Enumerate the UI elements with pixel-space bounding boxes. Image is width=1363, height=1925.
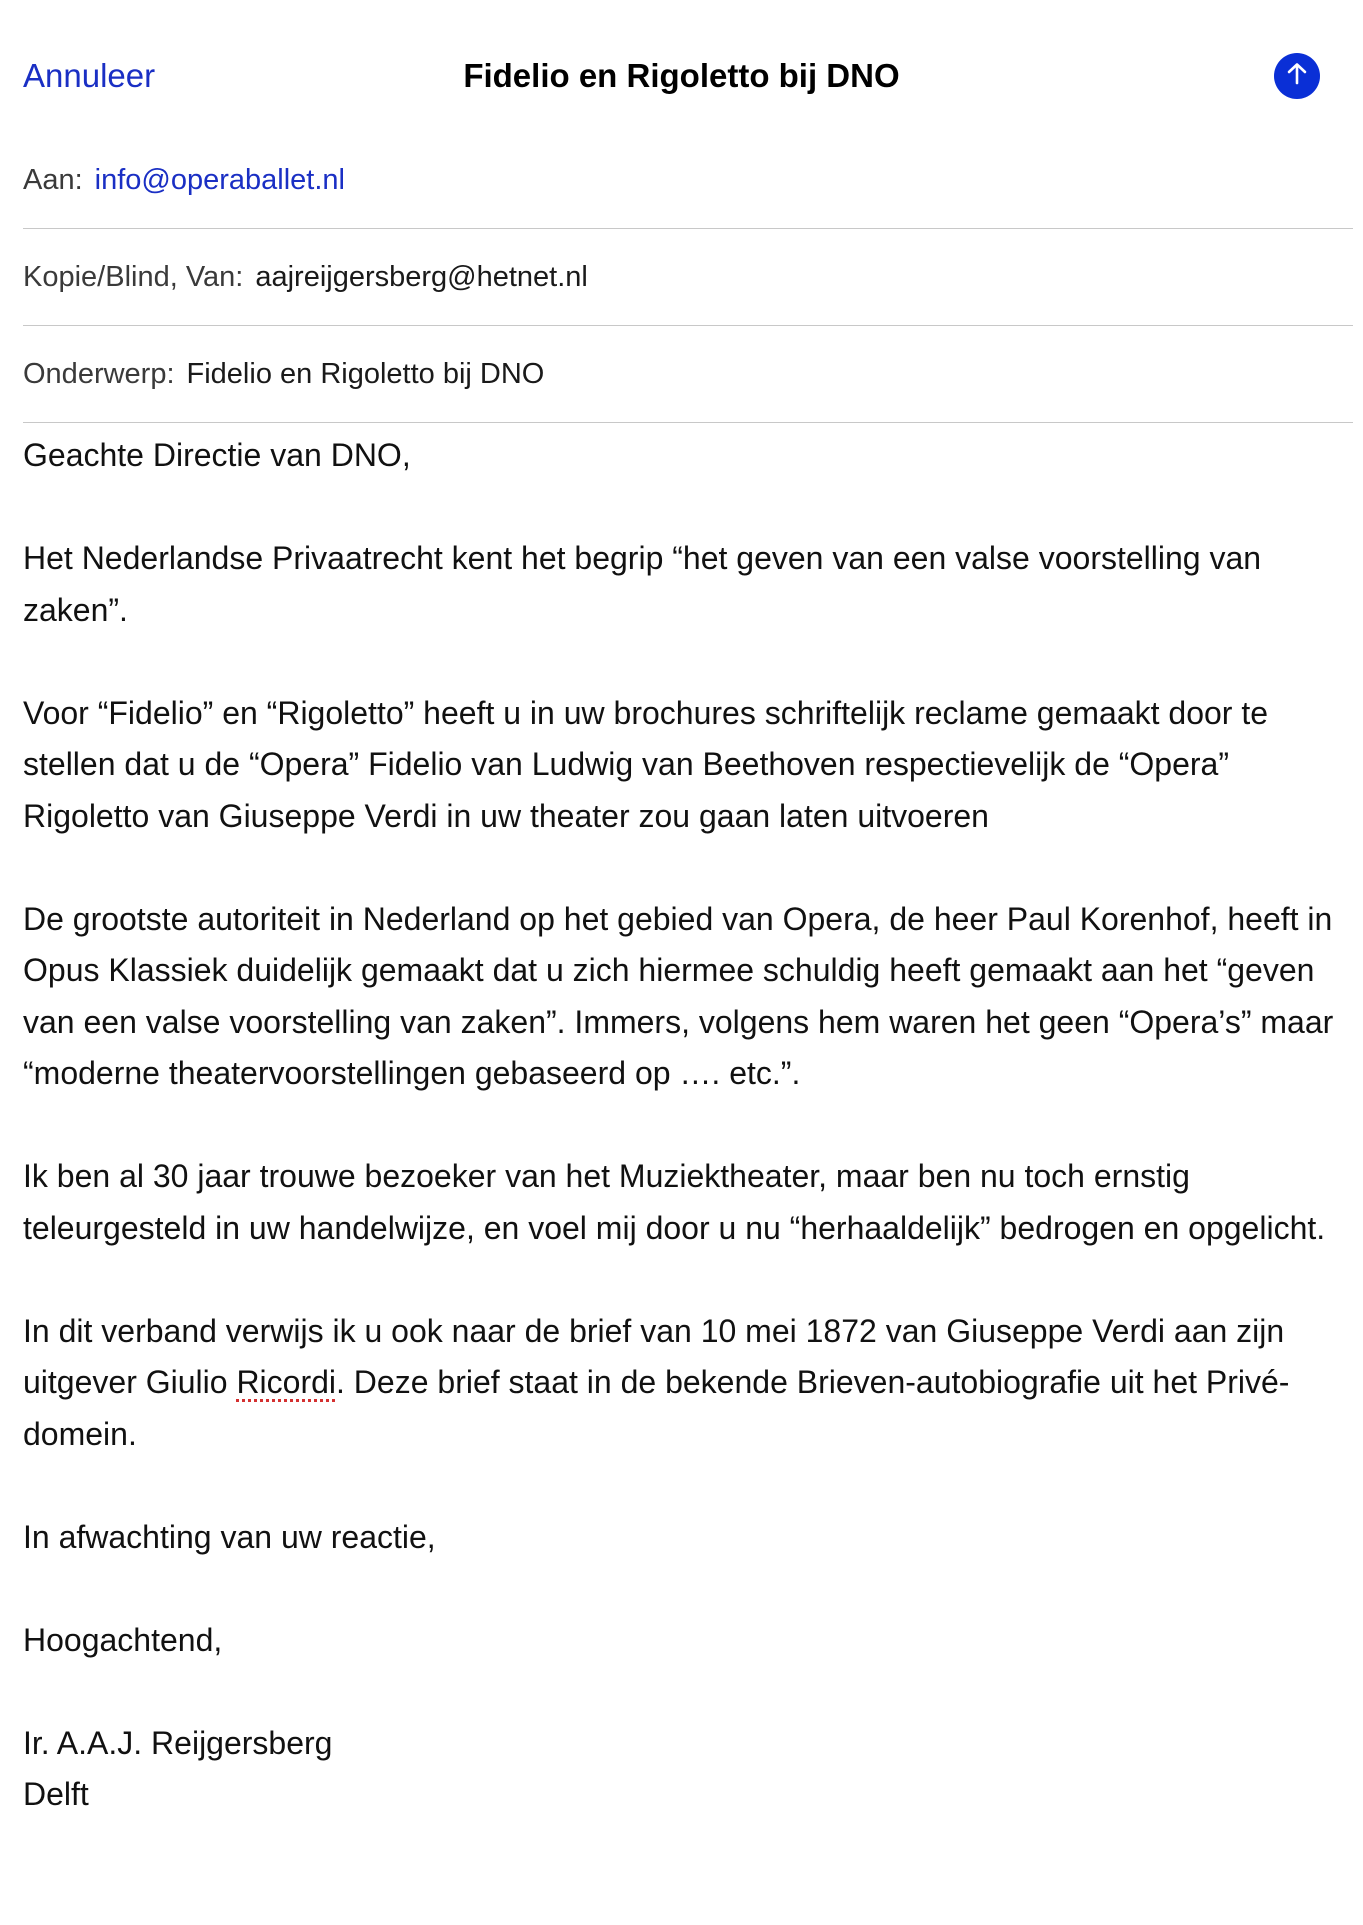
to-recipient[interactable]: info@operaballet.nl	[94, 163, 345, 196]
arrow-up-icon	[1284, 61, 1310, 92]
compose-header	[0, 0, 1363, 150]
paragraph-5-end: . Deze brief staat in de bekende Brieven-autobiografie uit het Privé-domein.	[23, 1364, 1290, 1452]
cc-bcc-from-label: Kopie/Blind, Van:	[23, 260, 244, 293]
signature-name: Ir. A.A.J. Reijgersberg	[23, 1724, 333, 1761]
subject-input[interactable]: Fidelio en Rigoletto bij DNO	[186, 357, 545, 390]
send-button[interactable]	[1274, 53, 1320, 99]
subject-label: Onderwerp:	[23, 357, 175, 390]
cancel-button[interactable]: Annuleer	[23, 57, 156, 94]
misspelled-word[interactable]: Ricordi	[236, 1364, 337, 1400]
subject-field[interactable]	[23, 326, 1353, 423]
paragraph-3: De grootste autoriteit in Nederland op het gebied van Opera, de heer Paul Korenhof, heeft in Opus Klassiek duidelijk gemaakt dat u zich hiermee schuldig heeft gemaakt aan het “geven van een valse voorstelling van zaken”. Immers, volgens hem waren het geen “Opera’s” maar “moderne theatervoorstellingen gebaseerd op …. etc.”.	[23, 900, 1334, 1091]
from-address[interactable]: aajreijgersberg@hetnet.nl	[255, 260, 588, 293]
to-field[interactable]	[23, 132, 1353, 229]
closing-line: In afwachting van uw reactie,	[23, 1518, 436, 1555]
paragraph-5-start: In dit verband verwijs ik u ook naar de brief van 10 mei 1872 van Giuseppe Verdi aan zijn uitgever Giulio	[23, 1312, 1285, 1400]
greeting: Geachte Directie van DNO,	[23, 437, 411, 473]
compose-title: Fidelio en Rigoletto bij DNO	[463, 57, 900, 94]
to-label: Aan:	[23, 163, 83, 196]
paragraph-4: Ik ben al 30 jaar trouwe bezoeker van het Muziektheater, maar ben nu toch ernstig teleurgesteld in uw handelwijze, en voel mij door u nu “herhaaldelijk” bedrogen en opgelicht.	[23, 1158, 1326, 1246]
cc-bcc-from-field[interactable]	[23, 229, 1353, 326]
message-body[interactable]	[23, 430, 1343, 1821]
signature-city: Delft	[23, 1776, 89, 1812]
paragraph-5	[23, 1306, 1343, 1461]
paragraph-2: Voor “Fidelio” en “Rigoletto” heeft u in uw brochures schriftelijk reclame gemaakt door te stellen dat u de “Opera” Fidelio van Ludwig van Beethoven respectievelijk de “Opera” Rigoletto van Giuseppe Verdi in uw theater zou gaan laten uitvoeren	[23, 694, 1269, 834]
salutation: Hoogachtend,	[23, 1621, 223, 1658]
paragraph-1: Het Nederlandse Privaatrecht kent het begrip “het geven van een valse voorstelling van zaken”.	[23, 540, 1262, 628]
